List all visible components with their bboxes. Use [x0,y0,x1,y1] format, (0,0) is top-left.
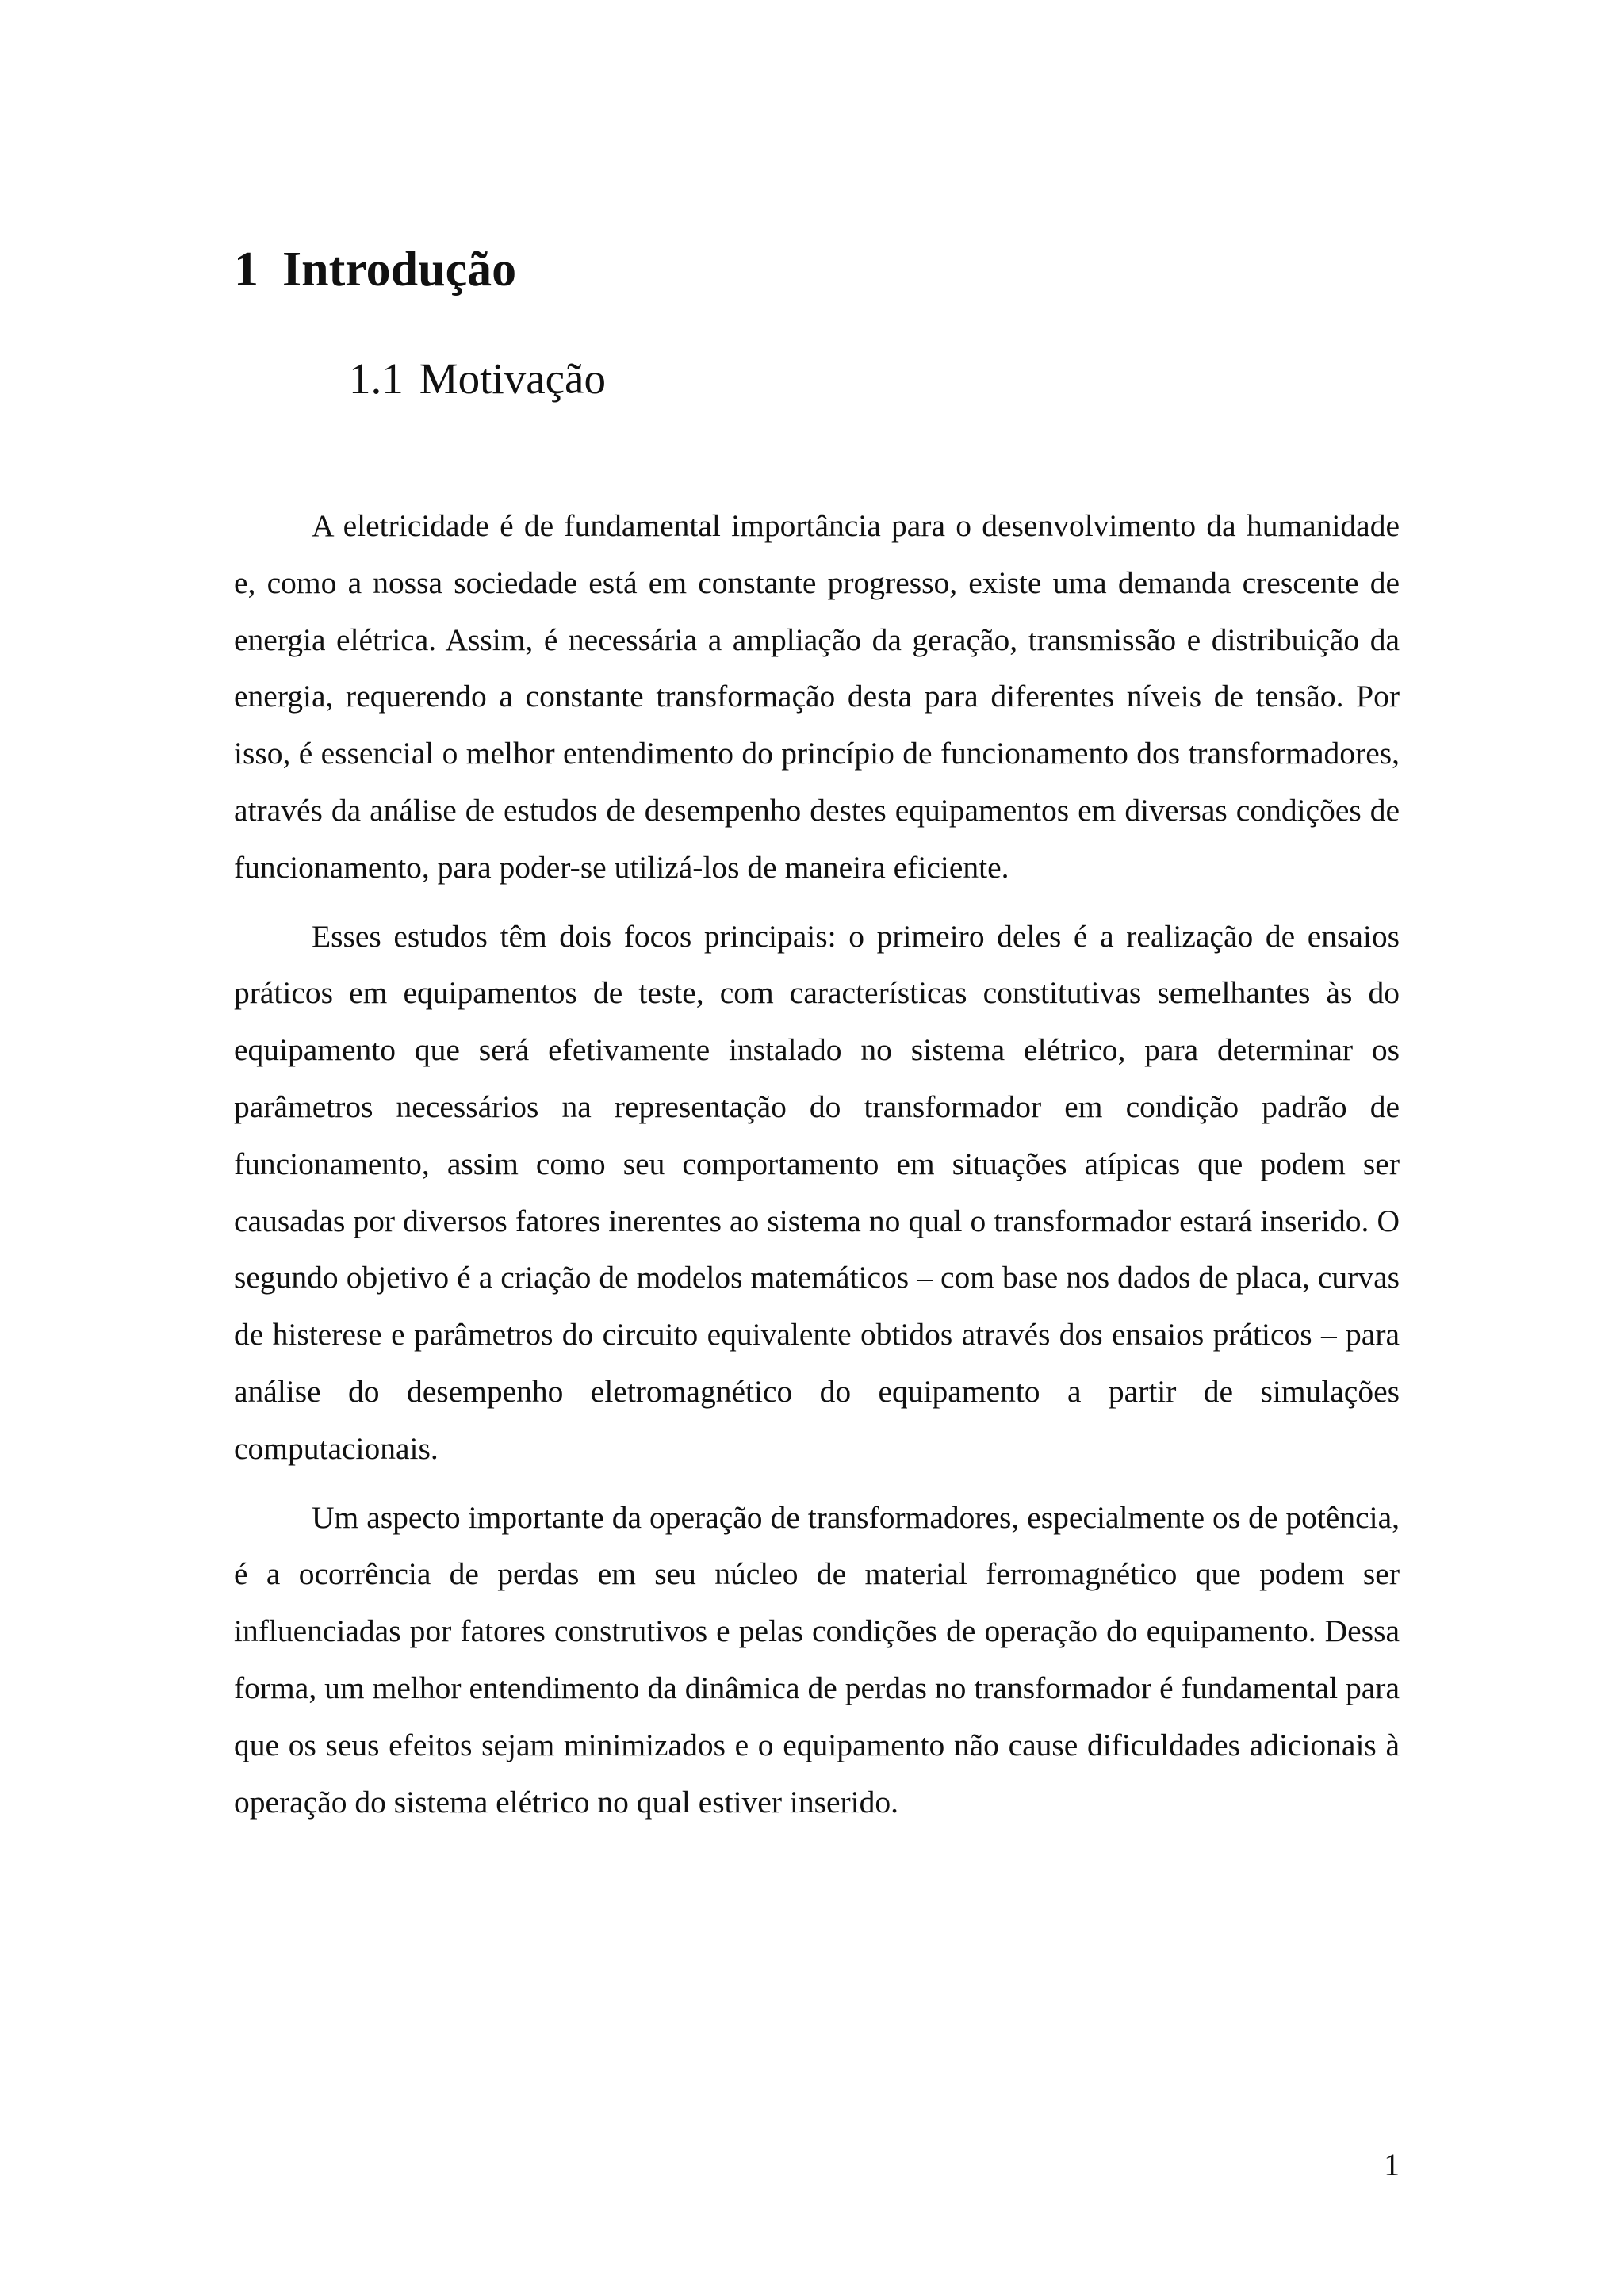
chapter-number: 1 [234,243,259,297]
page-number: 1 [1384,2147,1400,2182]
paragraph-3: Um aspecto importante da operação de transformadores, especialmente os de potência, é a ocorrência de perdas em seu núcleo de material ferromagnético que podem ser influenciadas por fatores construtivos e pelas condições de operação do equipamento. Dessa forma, um melhor entendimento da dinâmica de perdas no transformador é fundamental para que os seus efeitos sejam minimizados e o equipamento não cause dificuldades adicionais à operação do sistema elétrico no qual estiver inserido. [234,1499,1400,1820]
paragraph-2: Esses estudos têm dois focos principais: o primeiro deles é a realização de ensaios práticos em equipamentos de teste, com características constitutivas semelhantes às do equipamento que será efetivamente instalado no sistema elétrico, para determinar os parâmetros necessários na representação do transformador em condição padrão de funcionamento, assim como seu comportamento em situações atípicas que podem ser causadas por diversos fatores inerentes ao sistema no qual o transformador estará inserido. O segundo objetivo é a criação de modelos matemáticos – com base nos dados de placa, curvas de histerese e parâmetros do circuito equivalente obtidos através dos ensaios práticos – para análise do desempenho eletromagnético do equipamento a partir de simulações computacionais. [234,918,1400,1466]
section-title: Motivação [419,354,606,403]
body-text [234,498,1400,1843]
chapter-heading [234,238,516,301]
section-heading [349,351,606,407]
chapter-title: Introdução [282,243,517,297]
paragraph-1: A eletricidade é de fundamental importância para o desenvolvimento da humanidade e, como a nossa sociedade está em constante progresso, existe uma demanda crescente de energia elétrica. Assim, é necessária a ampliação da geração, transmissão e distribuição da energia, requerendo a constante transformação desta para diferentes níveis de tensão. Por isso, é essencial o melhor entendimento do princípio de funcionamento dos transformadores, através da análise de estudos de desempenho destes equipamentos em diversas condições de funcionamento, para poder-se utilizá-los de maneira eficiente. [234,508,1400,885]
section-number: 1.1 [349,354,404,403]
